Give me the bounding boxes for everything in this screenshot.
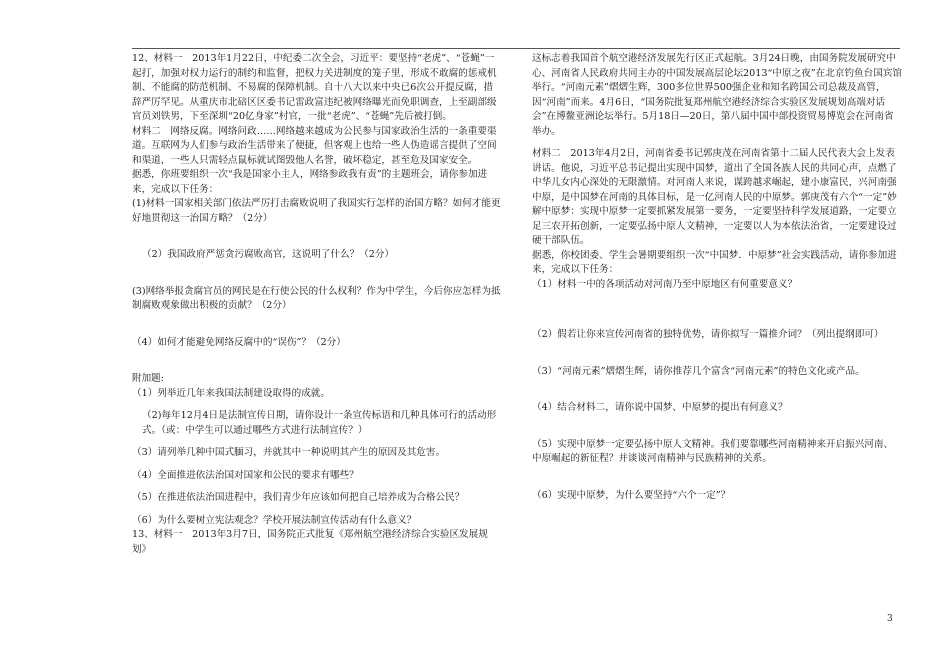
q12-sub-4: （4）如何才能避免网络反腐中的“误伤”？（2分）	[132, 336, 346, 348]
q12-material-2: 材料二 网络反腐。网络问政……网络越来越成为公民参与国家政治生活的一条重要渠道。互联网为人们参与政治生活带来了便捷，但客观上也给一些人伪造谣言提供了空间和渠道，一些人只需轻点鼠标就试图毁他人名誉，破坏稳定，甚至危及国家安全。	[132, 125, 497, 166]
q12-sub-3: (3)网络举报贪腐官员的网民是在行使公民的什么权利？作为中学生，今后你应怎样为抵制腐败观象做出积极的贡献？（2分）	[132, 285, 501, 311]
q13-sub-5: （5）实现中原梦一定要弘扬中原人文精神。我们要靠哪些河南精神来开启振兴河南、中原崛起的新征程？并谈谈河南精神与民族精神的关系。	[532, 438, 894, 464]
q13-sub-3: （3）“河南元素”熠熠生辉，请你推荐几个富含“河南元素”的特色文化或产品。	[532, 365, 865, 377]
q12-instruction: 据悉，你班要组织一次“我是国家小主人，网络参政我有责”的主题班会，请你参加进来，完成以下任务：	[132, 169, 488, 195]
q13-sub-2: （2）假若让你来宣传河南省的独特优势，请你拟写一篇推介词？（列出提纲即可）	[532, 329, 884, 340]
extra-3: （3）请列举几种中国式腼习，并就其中一种说明其产生的原因及其危害。	[132, 447, 446, 458]
q13-sub-1: （1）材料一中的各项活动对河南乃至中原地区有何重要意义？	[532, 278, 798, 290]
extra-6: （6）为什么要树立宪法观念？学校开展法制宣传活动有什么意义？	[132, 514, 417, 526]
right-column	[532, 52, 902, 503]
q13-start: 13、材料一 2013年3月7日，国务院正式批复《郑州航空港经济综合实验区发展规划》	[132, 529, 488, 555]
q13-sub-6: （6）实现中原梦，为什么要坚持“六个一定”？	[532, 489, 731, 501]
q13-sub-4: （4）结合材料二，请你说中国梦、中原梦的提出有何意义？	[532, 402, 788, 413]
q13-instruction: 据悉，你校团委、学生会暑期要组织一次“中国梦．中原梦”社会实践活动，请你参加进来，完成以下任务：	[532, 249, 897, 275]
extra-1: （1）列举近几年来我国法制建设取得的成就。	[132, 387, 330, 399]
left-column	[132, 52, 502, 557]
extra-2: （2)每年12月4日是法制宣传日期，请你设计一条宣传标语和几种具体可行的活动形式。（或：中学生可以通过哪些方式进行法制宣传？）	[142, 410, 497, 436]
q12-sub-1: (1)材料一国家相关部门依法严厉打击腐败说明了我国实行怎样的治国方略？如何才能更好地贯彻这一治国方略？（2分）	[132, 198, 501, 224]
q12-sub-2: （2）我国政府严惩贪污腐败高官，这说明了什么？（2分）	[142, 249, 395, 260]
header-rule	[132, 48, 900, 49]
page-number: 3	[887, 614, 893, 624]
q13-material-2: 材料二 2013年4月2日，河南省委书记郭庚茂在河南省第十二届人民代表大会上发表讲话。他说，习近平总书记提出实现中国梦，道出了全国各族人民的共同心声，点燃了中华儿女内心深处的无限激情。对河南人来说，谋跨越求崛起，建小康富民，兴河南强中原，是中国梦在河南的具体目标，是一亿河南人民的中原梦。郭庚茂有六个“一定”妙解中原梦：实现中原梦一定要抓紧发展第一要务，一定要坚持科学发展道路，一定要立足三农开拓创新，一定要弘扬中原人文精神，一定要以人为本依法治省，一定要建设过硬干部队伍。	[532, 148, 897, 246]
extra-5: （5）在推进依法治国进程中，我们青少年应该如何把自己培养成为合格公民？	[132, 492, 465, 503]
q12-material-1: 12、材料一 2013年1月22日，中纪委二次全会，习近平：要坚持“老虎”、“苍蝇”一起打，加强对权力运行的制约和监督，把权力关进制度的笼子里，形成不敢腐的惩戒机制、不能腐的防范机制、不易腐的保障机制。自十八大以来中央已6次公开提反腐，措辞严厉罕见。从重庆市北碚区区委书记雷政富违纪被网络曝光而免职调查，上至副部级官员刘铁男，下至深圳“20亿身家”村官，一批“老虎”、“苍蝇”先后被打倒。	[132, 53, 497, 122]
extra-title: 附加题:	[132, 373, 165, 384]
extra-4: （4）全面推进依法治国对国家和公民的要求有哪些？	[132, 469, 359, 481]
q13-material-1: 这标志着我国首个航空港经济发展先行区正式起航。3月24日晚，由国务院发展研究中心、河南省人民政府共同主办的中国发展高层论坛2013“中原之夜”在北京钓鱼台国宾馆举行。“河南元素”熠熠生辉，300多位世界500强企业和知名跨国公司总裁及高管，因“河南”而来。4月6日，“国务院批复郑州航空港经济综合实验区发展规划高端对话会”在博鳌亚洲论坛举行。5月18日—20日，第八届中国中部投资贸易博览会在河南省举办。	[532, 53, 903, 137]
